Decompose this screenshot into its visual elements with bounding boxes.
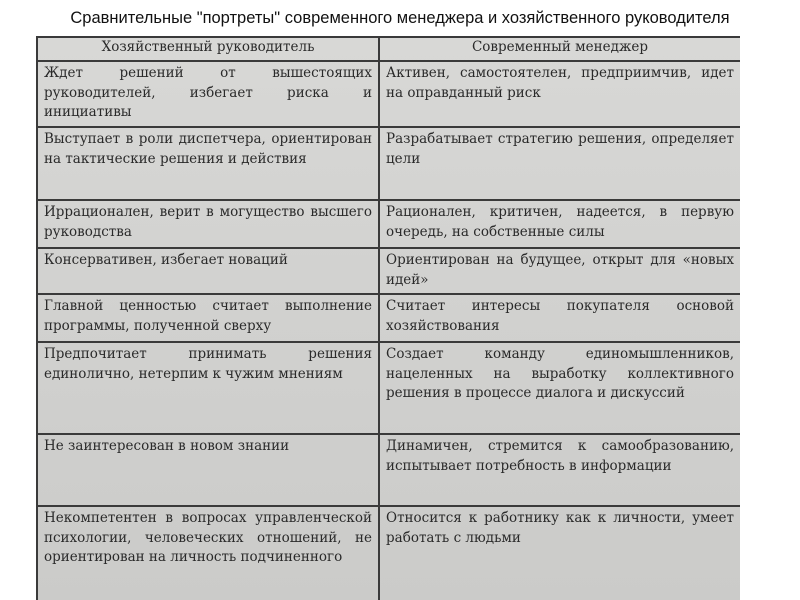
table-row	[37, 127, 740, 200]
cell-text: Динамичен, стремится к самообразованию, испытывает потребность в информации	[386, 438, 734, 474]
table-cell	[37, 61, 379, 127]
cell-text: Активен, самостоятелен, предприимчив, идет на оправданный риск	[386, 65, 734, 101]
cell-text: Некомпетентен в вопросах управленческой психологии, человеческих отношений, не ориентирован на личность подчиненного	[44, 510, 372, 565]
cell-text: Создает команду единомышленников, нацеленных на выработку коллективного решения в процессе диалога и дискуссий	[386, 346, 734, 401]
cell-text: Ждет решений от вышестоящих руководителей, избегает риска и инициативы	[44, 65, 372, 120]
table-cell	[37, 127, 379, 200]
cell-text: Считает интересы покупателя основой хозяйствования	[386, 298, 734, 334]
table-cell	[37, 200, 379, 248]
cell-text: Предпочитает принимать решения единолично, нетерпим к чужим мнениям	[44, 346, 372, 382]
table-row	[37, 200, 740, 248]
cell-text: Выступает в роли диспетчера, ориентирован на тактические решения и действия	[44, 131, 372, 167]
table-cell	[379, 248, 740, 294]
table-row	[37, 342, 740, 434]
scanned-table-image	[36, 36, 740, 600]
slide-title: Сравнительные "портреты" современного менеджера и хозяйственного руководителя	[70, 9, 730, 27]
table-row	[37, 294, 740, 342]
table-header-row	[37, 37, 740, 61]
table-cell	[379, 200, 740, 248]
table-row	[37, 248, 740, 294]
table-cell	[379, 294, 740, 342]
table-cell	[379, 127, 740, 200]
table-row	[37, 61, 740, 127]
cell-text: Консервативен, избегает новаций	[44, 252, 288, 268]
cell-text: Главной ценностью считает выполнение программы, полученной сверху	[44, 298, 372, 334]
table-cell	[379, 342, 740, 434]
header-modern-manager: Современный менеджер	[379, 37, 740, 61]
cell-text: Относится к работнику как к личности, умеет работать с людьми	[386, 510, 734, 546]
table-cell	[379, 506, 740, 600]
table-cell	[379, 434, 740, 506]
comparison-table	[36, 36, 740, 600]
cell-text: Иррационален, верит в могущество высшего руководства	[44, 204, 372, 240]
header-economic-manager: Хозяйственный руководитель	[37, 37, 379, 61]
table-cell	[379, 61, 740, 127]
cell-text: Не заинтересован в новом знании	[44, 438, 290, 454]
table-cell	[37, 434, 379, 506]
cell-text: Ориентирован на будущее, открыт для «новых идей»	[386, 252, 734, 288]
table-cell	[37, 294, 379, 342]
cell-text: Рационален, критичен, надеется, в первую очередь, на собственные силы	[386, 204, 734, 240]
table-row	[37, 434, 740, 506]
table-cell	[37, 342, 379, 434]
table-cell	[37, 506, 379, 600]
cell-text: Разрабатывает стратегию решения, определяет цели	[386, 131, 734, 167]
table-row	[37, 506, 740, 600]
table-cell	[37, 248, 379, 294]
